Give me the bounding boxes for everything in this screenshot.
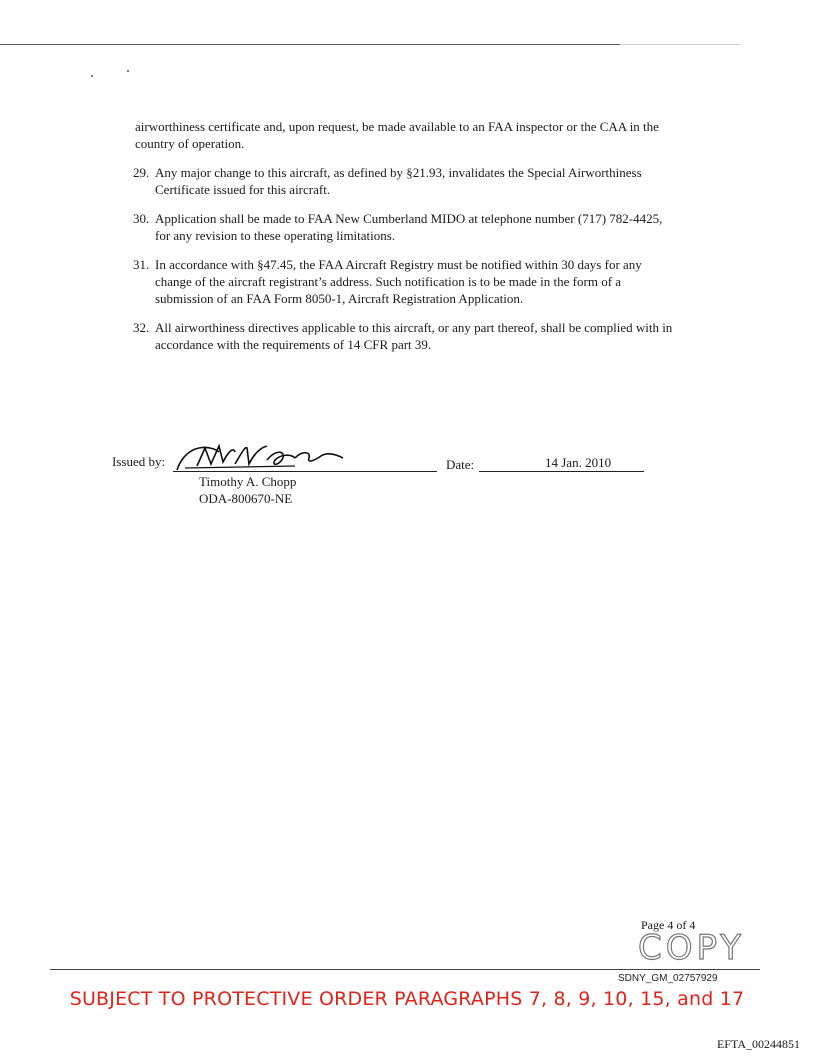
- copy-stamp: [636, 928, 760, 964]
- clause-number: 30.: [133, 211, 150, 226]
- scan-speck: [91, 75, 93, 77]
- efta-number: EFTA_00244851: [716, 1037, 800, 1051]
- protective-order-notice: SUBJECT TO PROTECTIVE ORDER PARAGRAPHS 7, 8, 9, 10, 15, and 17: [69, 988, 745, 1010]
- date-label: Date:: [446, 457, 475, 472]
- scan-speck: [127, 70, 129, 72]
- issued-by-label: Issued by:: [112, 454, 166, 469]
- clause-text: All airworthiness directives applicable to this aircraft, or any part thereof, shall be complied with in accordance with the requirements of 14 CFR part 39.: [155, 320, 673, 352]
- clause-number: 31.: [133, 257, 150, 272]
- bottom-rule: [50, 969, 760, 970]
- signer-name: Timothy A. Chopp: [199, 474, 297, 489]
- clause-text: Application shall be made to FAA New Cumberland MIDO at telephone number (717) 782-4425, for any revision to these operating limitations.: [155, 211, 663, 243]
- date-value: 14 Jan. 2010: [545, 455, 612, 470]
- clause-29: [135, 164, 675, 198]
- top-rule: [0, 44, 620, 45]
- page-number: Page 4 of 4: [641, 918, 696, 932]
- handwritten-signature: [175, 436, 375, 476]
- signer-id: ODA-800670-NE: [199, 491, 293, 506]
- clause-number: 32.: [133, 320, 150, 335]
- clause-31: [135, 256, 675, 307]
- top-rule-faint: [620, 44, 740, 45]
- clause-32: [135, 319, 675, 353]
- date-line: [479, 471, 644, 472]
- clause-number: 29.: [133, 165, 150, 180]
- bates-number: SDNY_GM_02757929: [618, 973, 718, 984]
- document-body: [135, 118, 675, 365]
- intro-paragraph: airworthiness certificate and, upon request, be made available to an FAA inspector or the CAA in the country of operation.: [135, 119, 659, 151]
- svg-text:COPY: COPY: [638, 928, 746, 964]
- clause-30: [135, 210, 675, 244]
- clause-text: Any major change to this aircraft, as defined by §21.93, invalidates the Special Airworthiness Certificate issued for this aircraft.: [155, 165, 642, 197]
- clause-text: In accordance with §47.45, the FAA Aircraft Registry must be notified within 30 days for any change of the aircraft registrant’s address. Such notification is to be made in the form of a submission of an FAA Form 8050-1, Aircraft Registration Application.: [155, 257, 642, 306]
